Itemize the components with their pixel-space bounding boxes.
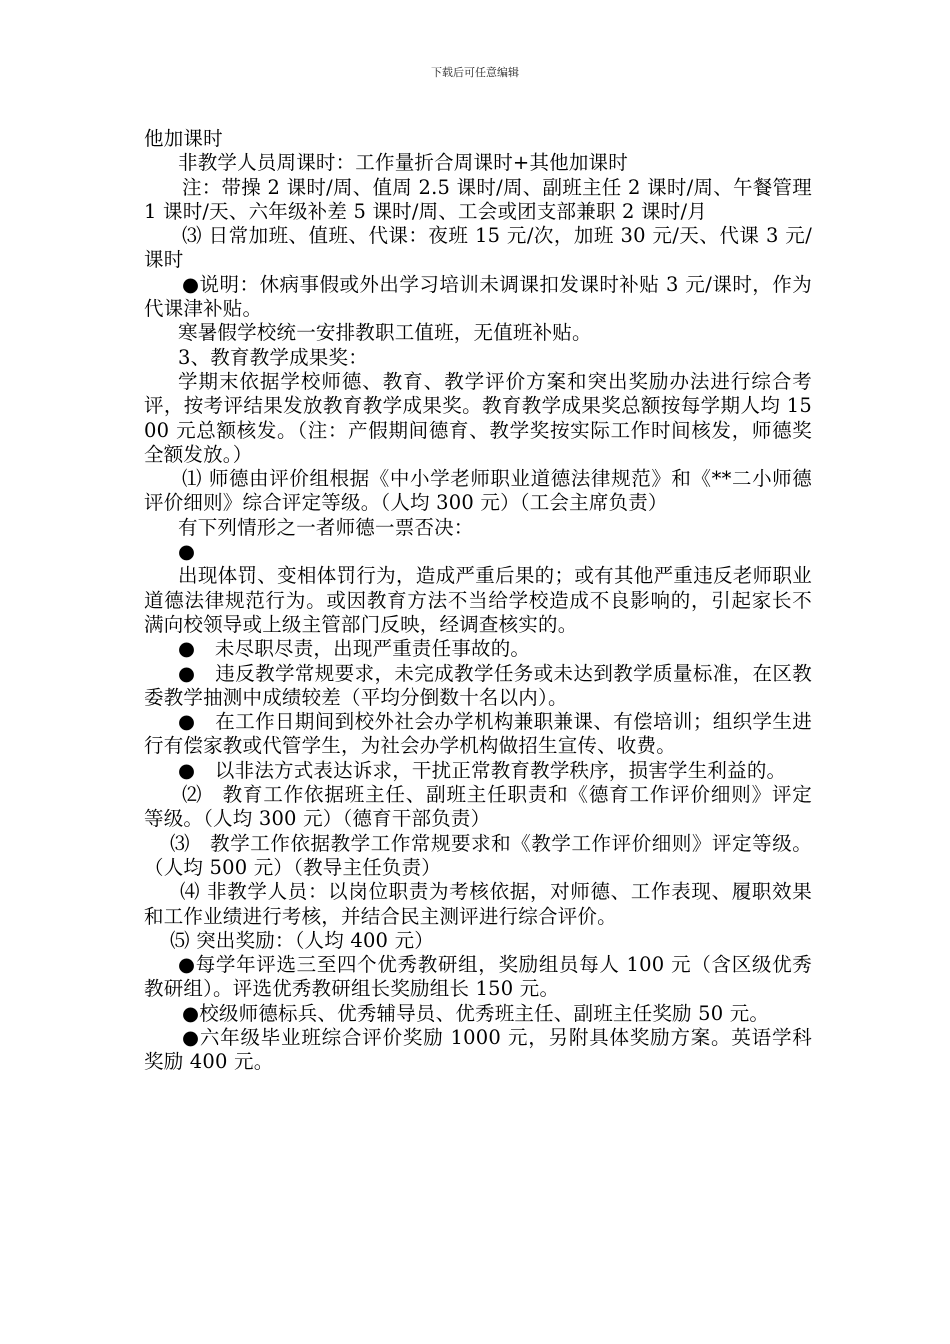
paragraph: 注：带操 2 课时/周、值周 2.5 课时/周、副班主任 2 课时/周、午餐管理 1 课时/天、六年级补差 5 课时/周、工会或团支部兼职 2 课时/月: [144, 175, 812, 223]
paragraph: 学期末依据学校师德、教育、教学评价方案和突出奖励办法进行综合考评，按考评结果发放教育教学成果奖。教育教学成果奖总额按每学期人均 1500 元总额核发。（注：产假期间德育、教学奖按实际工作时间核发，师德奖全额发放。）: [144, 369, 812, 466]
bullet-item: ●每学年评选三至四个优秀教研组，奖励组员每人 100 元（含区级优秀教研组）。评选优秀教研组长奖励组长 150 元。: [144, 953, 812, 1001]
paragraph: ⑵ 教育工作依据班主任、副班主任职责和《德育工作评价细则》评定等级。（人均 300 元）（德育干部负责）: [144, 783, 812, 831]
document-body: [144, 127, 812, 1075]
bullet-item: ●六年级毕业班综合评价奖励 1000 元，另附具体奖励方案。英语学科奖励 400 元。: [144, 1025, 812, 1074]
page-header: 下载后可任意编辑: [431, 66, 519, 79]
paragraph: 寒暑假学校统一安排教职工值班，无值班补贴。: [178, 321, 592, 345]
paragraph: ⑶ 教学工作依据教学工作常规要求和《教学工作评价细则》评定等级。（人均 500 元）（教导主任负责）: [144, 831, 812, 879]
paragraph: ⑷ 非教学人员：以岗位职责为考核依据，对师德、工作表现、履职效果和工作业绩进行考核，并结合民主测评进行综合评价。: [144, 880, 812, 928]
paragraph: ⑸ 突出奖励：（人均 400 元）: [170, 928, 434, 952]
paragraph: 他加课时: [144, 127, 223, 150]
bullet-item: ● 以非法方式表达诉求，干扰正常教育教学秩序，损害学生利益的。: [178, 758, 787, 782]
bullet-item: ● 违反教学常规要求，未完成教学任务或未达到教学质量标准，在区教委教学抽测中成绩较差（平均分倒数十名以内）。: [144, 661, 812, 709]
paragraph: ⑶ 日常加班、值班、代课：夜班 15 元/次，加班 30 元/天、代课 3 元/课时: [144, 224, 812, 272]
paragraph: ●说明：休病事假或外出学习培训未调课扣发课时补贴 3 元/课时，作为代课津补贴。: [144, 272, 812, 321]
paragraph: 有下列情形之一者师德一票否决：: [178, 515, 474, 539]
bullet-item: ● 在工作日期间到校外社会办学机构兼职兼课、有偿培训；组织学生进行有偿家教或代管学生，为社会办学机构做招生宣传、收费。: [144, 710, 812, 758]
bullet-marker: ●: [178, 540, 196, 564]
bullet-item: ●校级师德标兵、优秀辅导员、优秀班主任、副班主任奖励 50 元。: [182, 1001, 770, 1025]
paragraph: 出现体罚、变相体罚行为，造成严重后果的；或有其他严重违反老师职业道德法律规范行为。或因教育方法不当给学校造成不良影响的，引起家长不满向校领导或上级主管部门反映，经调查核实的。: [144, 564, 812, 636]
paragraph: 非教学人员周课时：工作量折合周课时+其他加课时: [178, 151, 628, 175]
bullet-item: ● 未尽职尽责，出现严重责任事故的。: [178, 637, 531, 661]
section-heading: 3、教育教学成果奖：: [178, 345, 368, 369]
paragraph: ⑴ 师德由评价组根据《中小学老师职业道德法律规范》和《**二小师德评价细则》综合评定等级。（人均 300 元）（工会主席负责）: [144, 467, 812, 515]
